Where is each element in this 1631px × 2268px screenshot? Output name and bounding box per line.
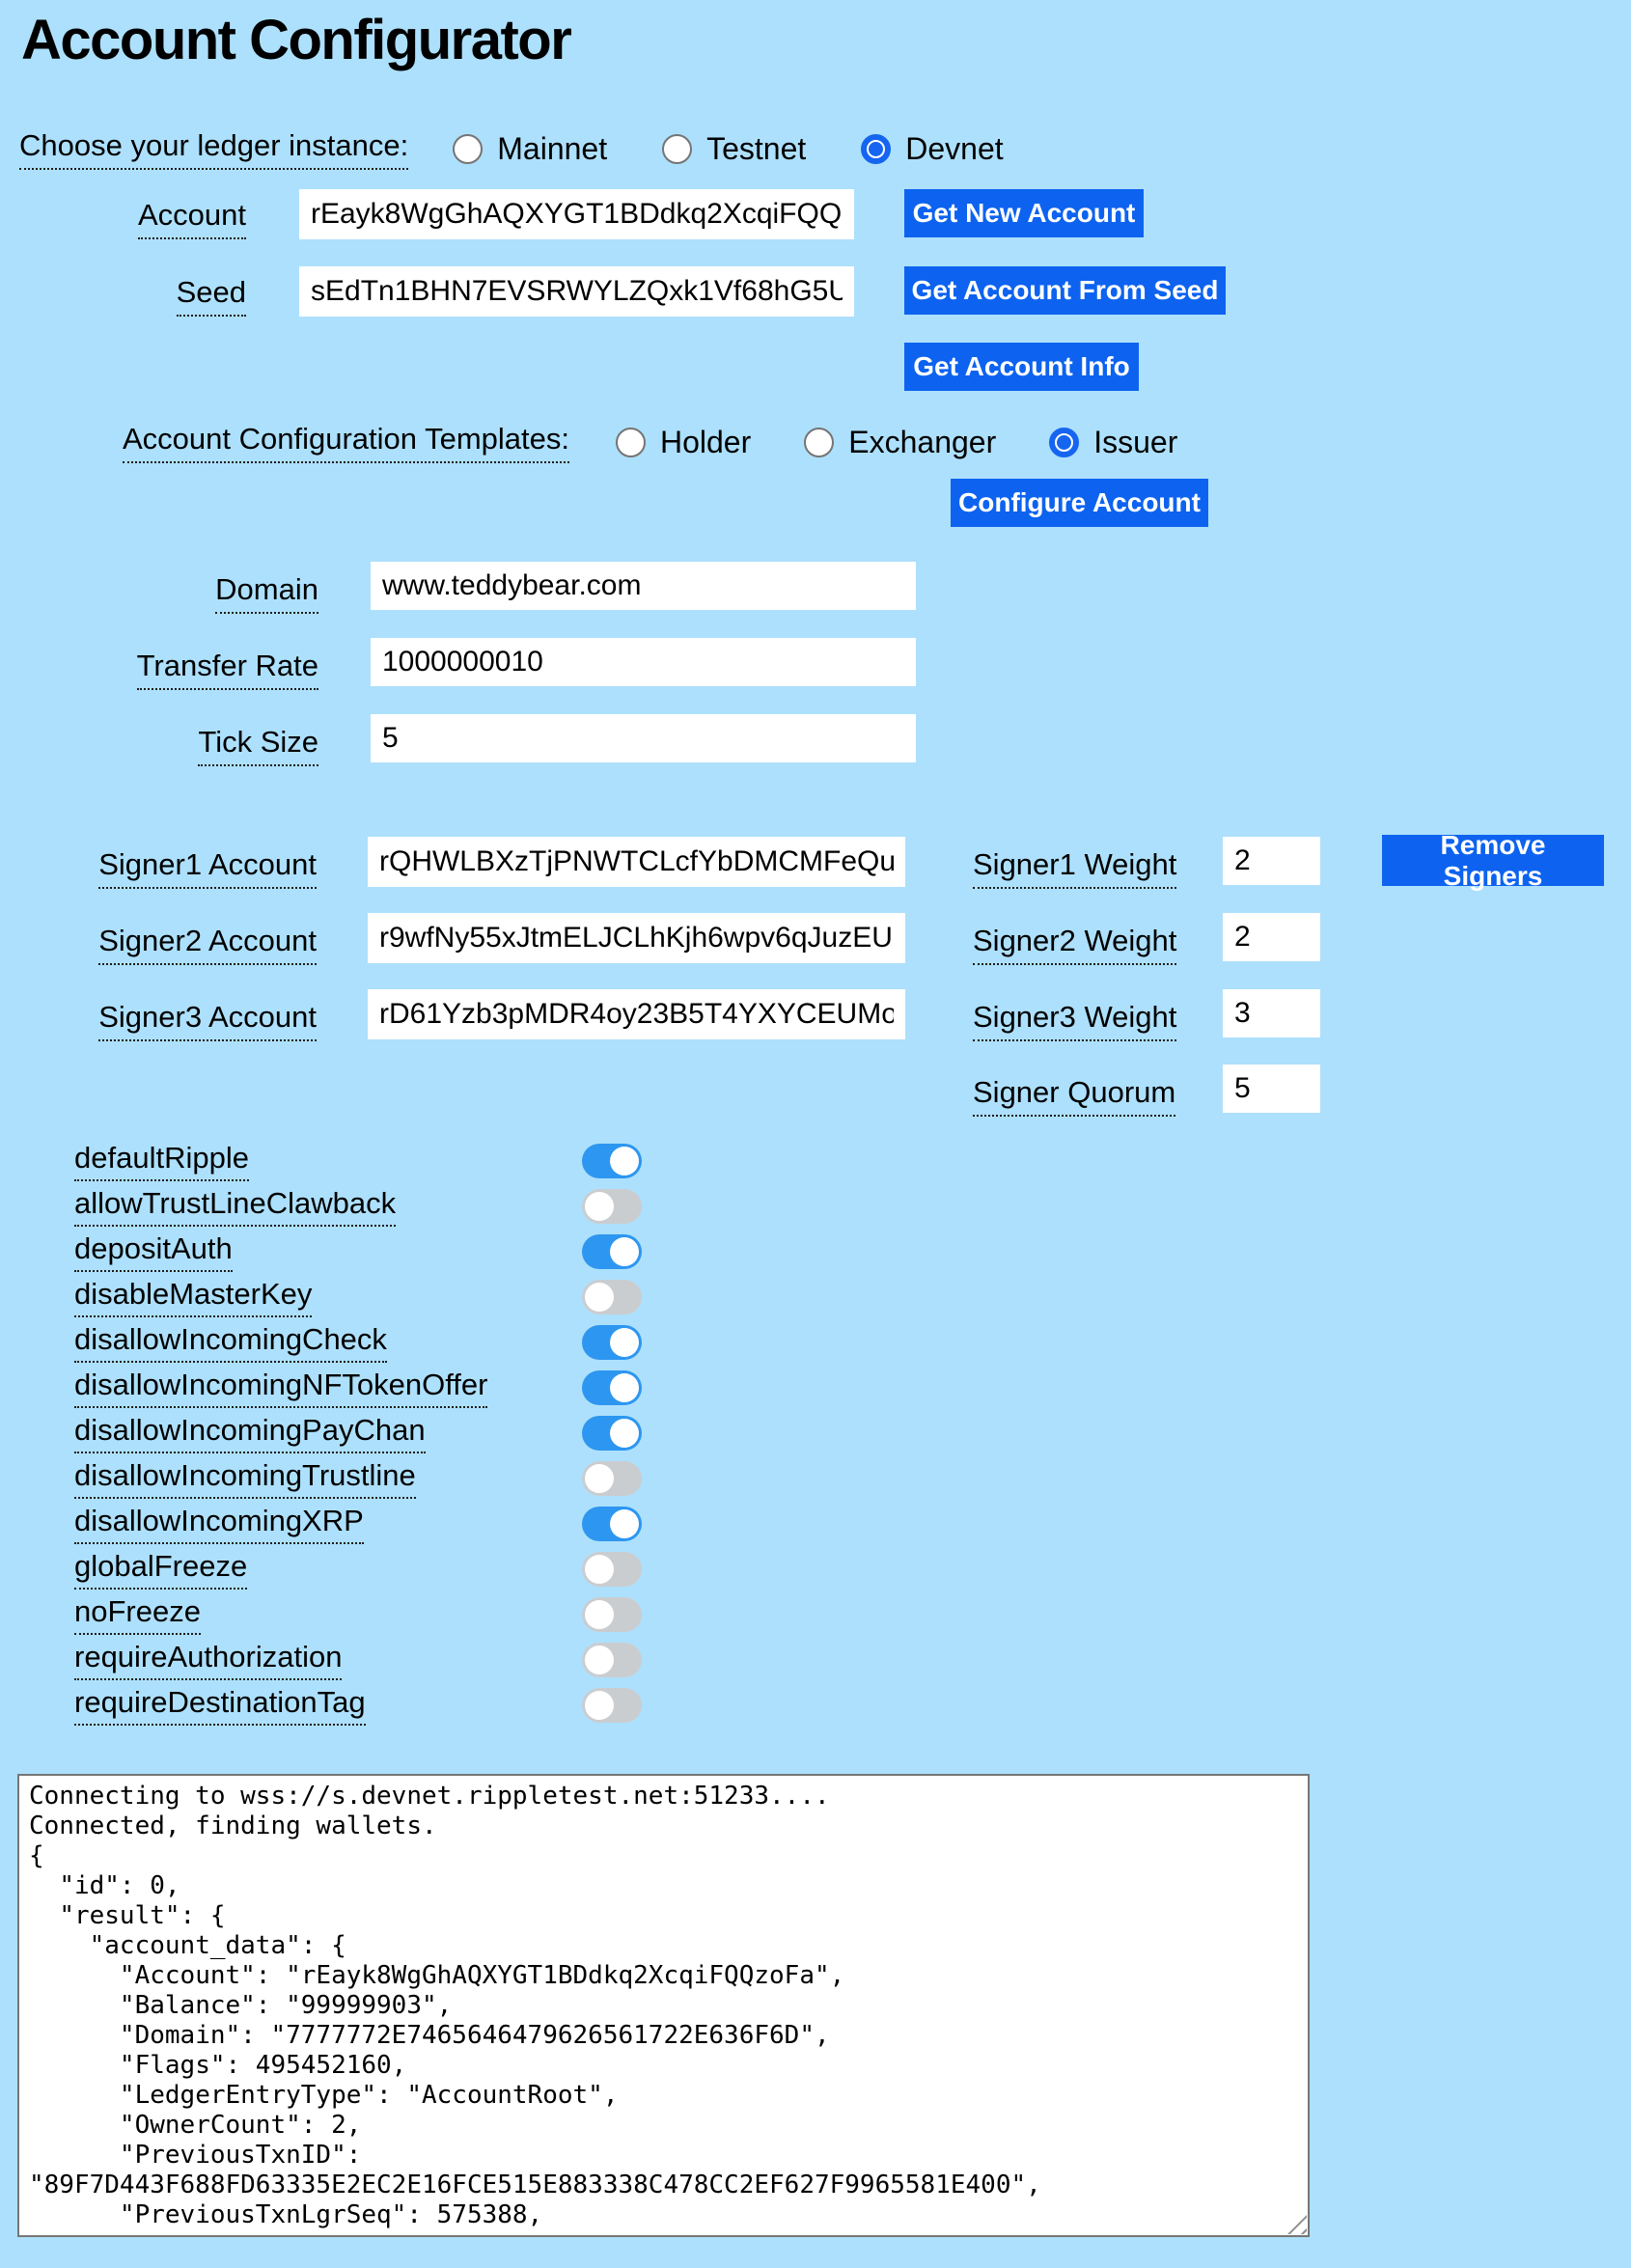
deposit-auth-toggle[interactable] [582,1234,642,1269]
signer-quorum-input[interactable] [1223,1065,1320,1113]
remove-signers-button[interactable]: Remove Signers [1382,835,1604,886]
require-destination-tag-label: requireDestinationTag [74,1685,366,1726]
page-title: Account Configurator [21,9,571,71]
ledger-option-testnet [662,131,806,167]
signer3-weight-input[interactable] [1223,989,1320,1037]
account-label: Account [138,198,246,239]
account-label-wrap [19,198,246,239]
templates-row [123,422,1177,463]
disable-master-key-label: disableMasterKey [74,1277,312,1317]
issuer-radio-label: Issuer [1093,425,1178,459]
flag-row-global-freeze [74,1550,247,1589]
signer2-weight-label: Signer2 Weight [973,924,1176,965]
seed-label: Seed [177,275,246,317]
signer1-account-input[interactable] [368,837,905,887]
mainnet-radio-label: Mainnet [497,131,608,166]
signer-quorum-label: Signer Quorum [973,1075,1175,1117]
issuer-radio[interactable] [1049,428,1079,457]
ledger-option-mainnet [453,131,607,167]
template-option-exchanger [804,425,996,460]
signer3-account-input[interactable] [368,989,905,1039]
flag-row-disallow-incoming-pay-chan [74,1414,426,1452]
flag-row-deposit-auth [74,1232,233,1271]
signer1-weight-input[interactable] [1223,837,1320,885]
signer3-weight-label-wrap [973,1000,1176,1041]
get-account-from-seed-button[interactable]: Get Account From Seed [904,266,1226,315]
allow-trust-line-clawback-label: allowTrustLineClawback [74,1186,396,1227]
templates-label: Account Configuration Templates: [123,422,569,463]
flag-row-allow-trust-line-clawback [74,1187,396,1226]
get-account-info-button[interactable]: Get Account Info [904,343,1139,391]
transfer-rate-input[interactable] [371,638,916,686]
flag-row-no-freeze [74,1595,201,1634]
require-authorization-toggle[interactable] [582,1643,642,1677]
disallow-incoming-trustline-toggle[interactable] [582,1461,642,1496]
transfer-rate-label: Transfer Rate [137,649,318,690]
template-option-holder [616,425,751,460]
default-ripple-label: defaultRipple [74,1141,249,1181]
signer1-weight-label-wrap [973,847,1176,889]
default-ripple-toggle[interactable] [582,1144,642,1178]
no-freeze-toggle[interactable] [582,1597,642,1632]
deposit-auth-label: depositAuth [74,1231,233,1272]
holder-radio-label: Holder [659,425,752,459]
signer2-weight-input[interactable] [1223,913,1320,961]
domain-input[interactable] [371,562,916,610]
seed-input[interactable] [299,266,854,317]
global-freeze-toggle[interactable] [582,1552,642,1587]
domain-label: Domain [215,572,318,614]
disallow-incoming-xrp-label: disallowIncomingXRP [74,1504,364,1544]
holder-radio[interactable] [616,428,646,457]
domain-label-wrap [19,572,318,614]
signer2-account-input[interactable] [368,913,905,963]
seed-label-wrap [19,275,246,317]
disallow-incoming-check-label: disallowIncomingCheck [74,1322,387,1363]
template-option-issuer [1049,425,1177,460]
signer1-account-label: Signer1 Account [98,847,317,889]
ledger-option-devnet [861,131,1003,167]
signer1-weight-label: Signer1 Weight [973,847,1176,889]
require-authorization-label: requireAuthorization [74,1640,342,1680]
exchanger-radio[interactable] [804,428,834,457]
signer2-account-label-wrap [19,924,317,965]
flag-row-disable-master-key [74,1278,312,1316]
exchanger-radio-label: Exchanger [848,425,997,459]
mainnet-radio[interactable] [453,134,483,164]
signer1-account-label-wrap [19,847,317,889]
disallow-incoming-nftoken-offer-toggle[interactable] [582,1370,642,1405]
disallow-incoming-xrp-toggle[interactable] [582,1507,642,1541]
flag-row-default-ripple [74,1142,249,1180]
configure-account-button[interactable]: Configure Account [951,479,1208,527]
flag-row-disallow-incoming-trustline [74,1459,416,1498]
tick-size-input[interactable] [371,714,916,762]
tick-size-label-wrap [19,725,318,766]
allow-trust-line-clawback-toggle[interactable] [582,1189,642,1224]
flag-row-disallow-incoming-nftoken-offer [74,1369,487,1407]
signer3-account-label: Signer3 Account [98,1000,317,1041]
disallow-incoming-nftoken-offer-label: disallowIncomingNFTokenOffer [74,1368,487,1408]
console-wrap [17,1774,1310,2237]
disallow-incoming-pay-chan-toggle[interactable] [582,1416,642,1451]
signer2-weight-label-wrap [973,924,1176,965]
testnet-radio[interactable] [662,134,692,164]
flag-row-disallow-incoming-check [74,1323,387,1362]
require-destination-tag-toggle[interactable] [582,1688,642,1723]
transfer-rate-label-wrap [19,649,318,690]
ledger-instance-row [19,128,1004,170]
flag-row-require-destination-tag [74,1686,366,1725]
flag-row-disallow-incoming-xrp [74,1505,364,1543]
get-new-account-button[interactable]: Get New Account [904,189,1144,237]
signer2-account-label: Signer2 Account [98,924,317,965]
devnet-radio[interactable] [861,134,891,164]
signer3-account-label-wrap [19,1000,317,1041]
no-freeze-label: noFreeze [74,1594,201,1635]
signer3-weight-label: Signer3 Weight [973,1000,1176,1041]
tick-size-label: Tick Size [198,725,318,766]
console-output[interactable] [17,1774,1310,2237]
signer-quorum-label-wrap [973,1075,1175,1117]
disable-master-key-toggle[interactable] [582,1280,642,1314]
disallow-incoming-trustline-label: disallowIncomingTrustline [74,1458,416,1499]
disallow-incoming-check-toggle[interactable] [582,1325,642,1360]
devnet-radio-label: Devnet [905,131,1004,166]
disallow-incoming-pay-chan-label: disallowIncomingPayChan [74,1413,426,1453]
testnet-radio-label: Testnet [706,131,807,166]
global-freeze-label: globalFreeze [74,1549,247,1590]
account-input[interactable] [299,189,854,239]
flag-row-require-authorization [74,1641,342,1679]
ledger-instance-label: Choose your ledger instance: [19,128,408,170]
